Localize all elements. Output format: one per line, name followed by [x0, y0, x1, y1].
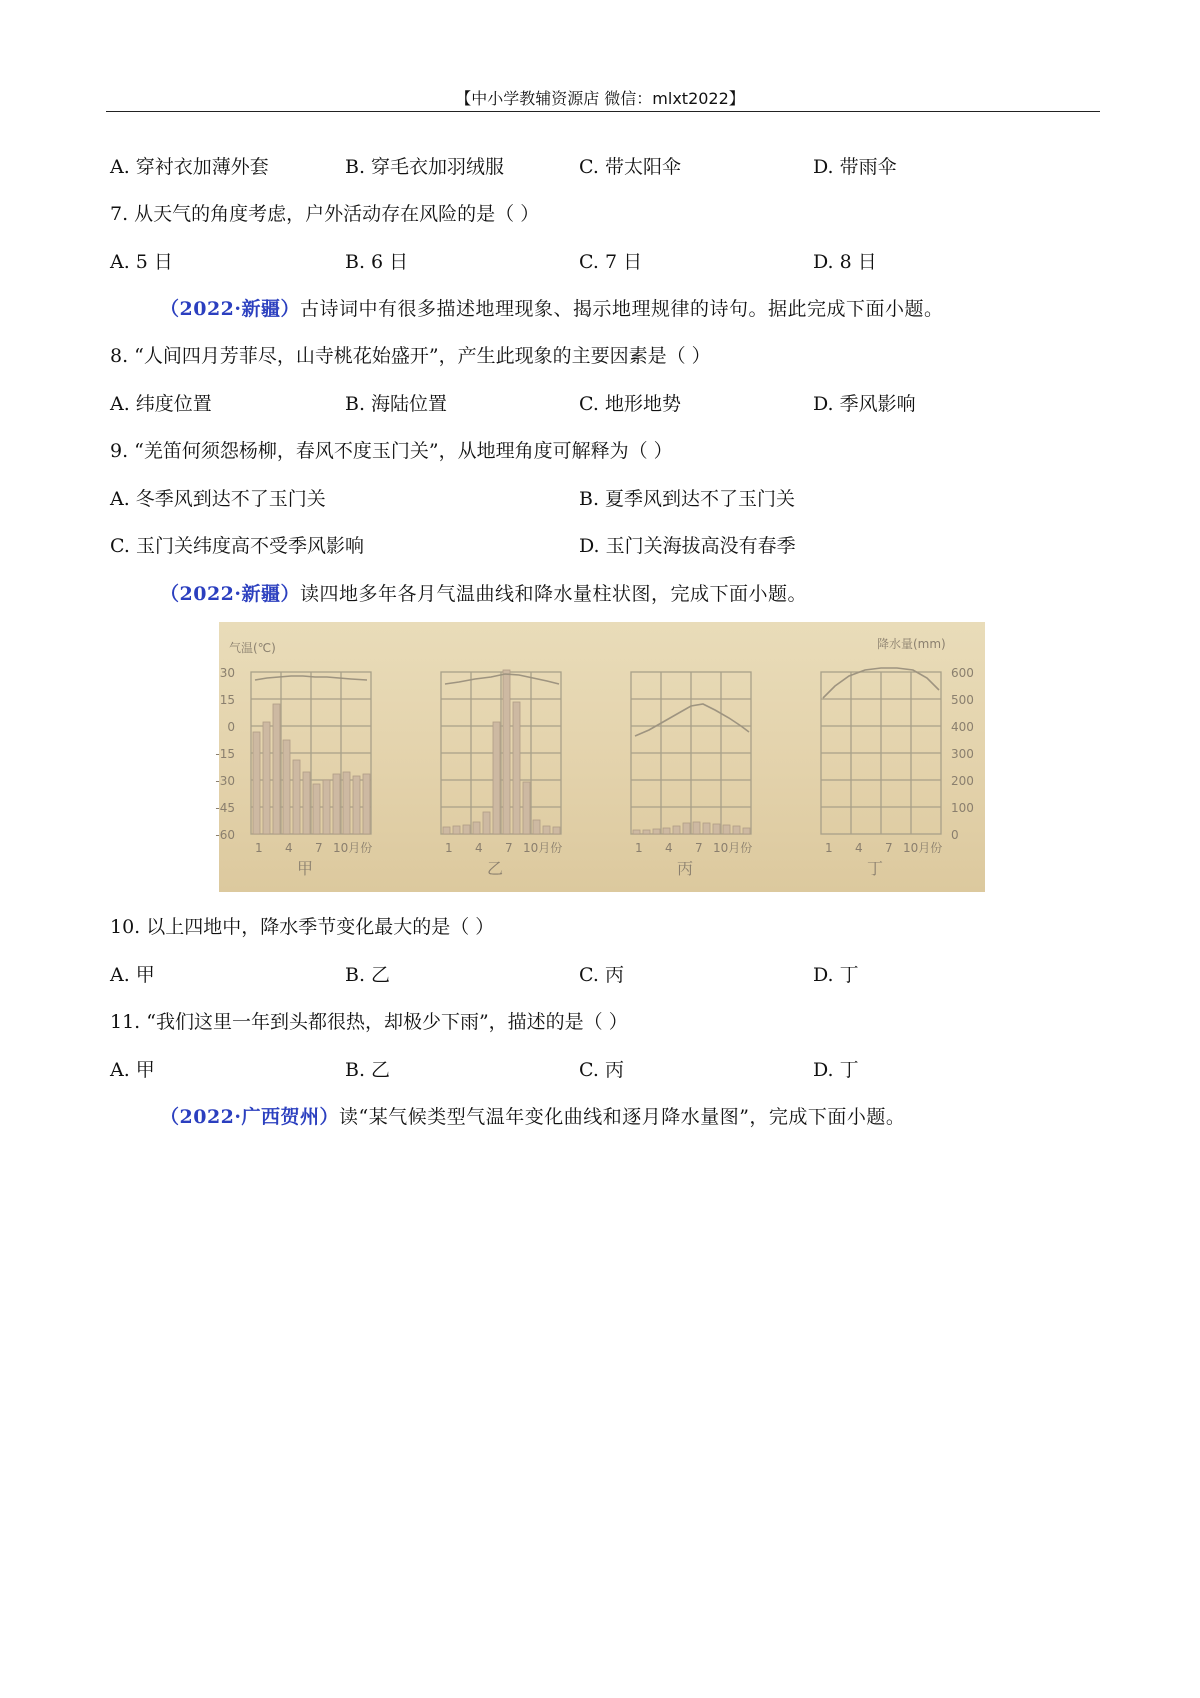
- month-tick: 1: [825, 841, 833, 855]
- q7-option-a[interactable]: A. 5 日: [110, 251, 173, 273]
- panel-jia: [251, 672, 372, 878]
- temp-tick: -30: [215, 774, 235, 788]
- panel-label: 丁: [866, 859, 884, 878]
- q7-option-c[interactable]: C. 7 日: [579, 251, 643, 273]
- q8-stem: 8. “人间四月芳菲尽，山寺桃花始盛开”，产生此现象的主要因素是（ ）: [110, 345, 711, 367]
- panel-bing: [631, 672, 752, 878]
- q11-option-a[interactable]: A. 甲: [110, 1059, 155, 1081]
- precip-tick: 400: [951, 720, 974, 734]
- q11-option-d[interactable]: D. 丁: [813, 1059, 859, 1081]
- precip-tick: 500: [951, 693, 974, 707]
- intro-2-source: （2022·新疆）: [160, 583, 300, 605]
- q9-option-d[interactable]: D. 玉门关海拔高没有春季: [579, 535, 796, 557]
- q6-option-a[interactable]: A. 穿衬衣加薄外套: [110, 156, 269, 178]
- precip-tick: 200: [951, 774, 974, 788]
- panel-label: 丙: [676, 859, 694, 878]
- q9-stem: 9. “羌笛何须怨杨柳，春风不度玉门关”，从地理角度可解释为（ ）: [110, 440, 673, 462]
- intro-2-text: 读四地多年各月气温曲线和降水量柱状图，完成下面小题。: [300, 583, 808, 605]
- month-tick: 4: [665, 841, 673, 855]
- month-tick: 4: [855, 841, 863, 855]
- q6-option-c[interactable]: C. 带太阳伞: [579, 156, 681, 178]
- temp-tick: 15: [219, 693, 235, 707]
- panel-label: 乙: [486, 859, 504, 878]
- precip-tick: 300: [951, 747, 974, 761]
- month-tick: 4: [475, 841, 483, 855]
- climate-charts-figure: [215, 622, 985, 892]
- month-tick: 4: [285, 841, 293, 855]
- q9-option-b[interactable]: B. 夏季风到达不了玉门关: [579, 488, 796, 510]
- header-divider: [106, 111, 1100, 112]
- month-tick: 10月份: [903, 841, 943, 855]
- precip-tick: 0: [951, 828, 959, 842]
- temp-tick: -60: [215, 828, 235, 842]
- q10-option-b[interactable]: B. 乙: [345, 964, 391, 986]
- q7-option-d[interactable]: D. 8 日: [813, 251, 877, 273]
- month-tick: 1: [255, 841, 263, 855]
- month-tick: 7: [885, 841, 893, 855]
- q8-option-c[interactable]: C. 地形地势: [579, 393, 681, 415]
- q10-option-a[interactable]: A. 甲: [110, 964, 155, 986]
- q11-option-c[interactable]: C. 丙: [579, 1059, 624, 1081]
- q6-option-b[interactable]: B. 穿毛衣加羽绒服: [345, 156, 505, 178]
- intro-3: [160, 1105, 905, 1129]
- q7-stem: 7. 从天气的角度考虑，户外活动存在风险的是（ ）: [110, 203, 540, 225]
- precip-tick: 600: [951, 666, 974, 680]
- intro-3-text: 读“某气候类型气温年变化曲线和逐月降水量图”，完成下面小题。: [339, 1106, 906, 1128]
- precip-tick: 100: [951, 801, 974, 815]
- q10-stem: 10. 以上四地中，降水季节变化最大的是（ ）: [110, 916, 495, 938]
- month-tick: 10月份: [523, 841, 563, 855]
- temp-tick: 0: [227, 720, 235, 734]
- intro-1: [160, 297, 944, 321]
- q9-option-a[interactable]: A. 冬季风到达不了玉门关: [110, 488, 326, 510]
- q8-option-b[interactable]: B. 海陆位置: [345, 393, 448, 415]
- q11-stem: 11. “我们这里一年到头都很热，却极少下雨”，描述的是（ ）: [110, 1011, 628, 1033]
- month-tick: 1: [635, 841, 643, 855]
- intro-2: [160, 582, 807, 606]
- month-tick: 1: [445, 841, 453, 855]
- intro-1-text: 古诗词中有很多描述地理现象、揭示地理规律的诗句。据此完成下面小题。: [300, 298, 944, 320]
- panel-yi: [441, 670, 562, 878]
- month-tick: 10月份: [713, 841, 753, 855]
- intro-3-source: （2022·广西贺州）: [160, 1106, 339, 1128]
- intro-1-source: （2022·新疆）: [160, 298, 300, 320]
- panel-label: 甲: [296, 859, 314, 878]
- temp-tick: -45: [215, 801, 235, 815]
- temp-axis-label: 气温(℃): [229, 641, 276, 655]
- q8-option-d[interactable]: D. 季风影响: [813, 393, 916, 415]
- q10-option-c[interactable]: C. 丙: [579, 964, 624, 986]
- q11-option-b[interactable]: B. 乙: [345, 1059, 391, 1081]
- precip-axis-label: 降水量(mm): [877, 637, 946, 651]
- month-tick: 7: [505, 841, 513, 855]
- temp-tick: -15: [215, 747, 235, 761]
- temp-tick: 30: [219, 666, 235, 680]
- q10-option-d[interactable]: D. 丁: [813, 964, 859, 986]
- page-header: 【中小学教辅资源店 微信：mlxt2022】: [455, 89, 745, 108]
- month-tick: 7: [695, 841, 703, 855]
- q7-option-b[interactable]: B. 6 日: [345, 251, 409, 273]
- panel-ding: [821, 668, 942, 878]
- month-tick: 7: [315, 841, 323, 855]
- month-tick: 10月份: [333, 841, 373, 855]
- q8-option-a[interactable]: A. 纬度位置: [110, 393, 212, 415]
- q9-option-c[interactable]: C. 玉门关纬度高不受季风影响: [110, 535, 364, 557]
- q6-option-d[interactable]: D. 带雨伞: [813, 156, 897, 178]
- climate-charts-svg: [215, 622, 985, 892]
